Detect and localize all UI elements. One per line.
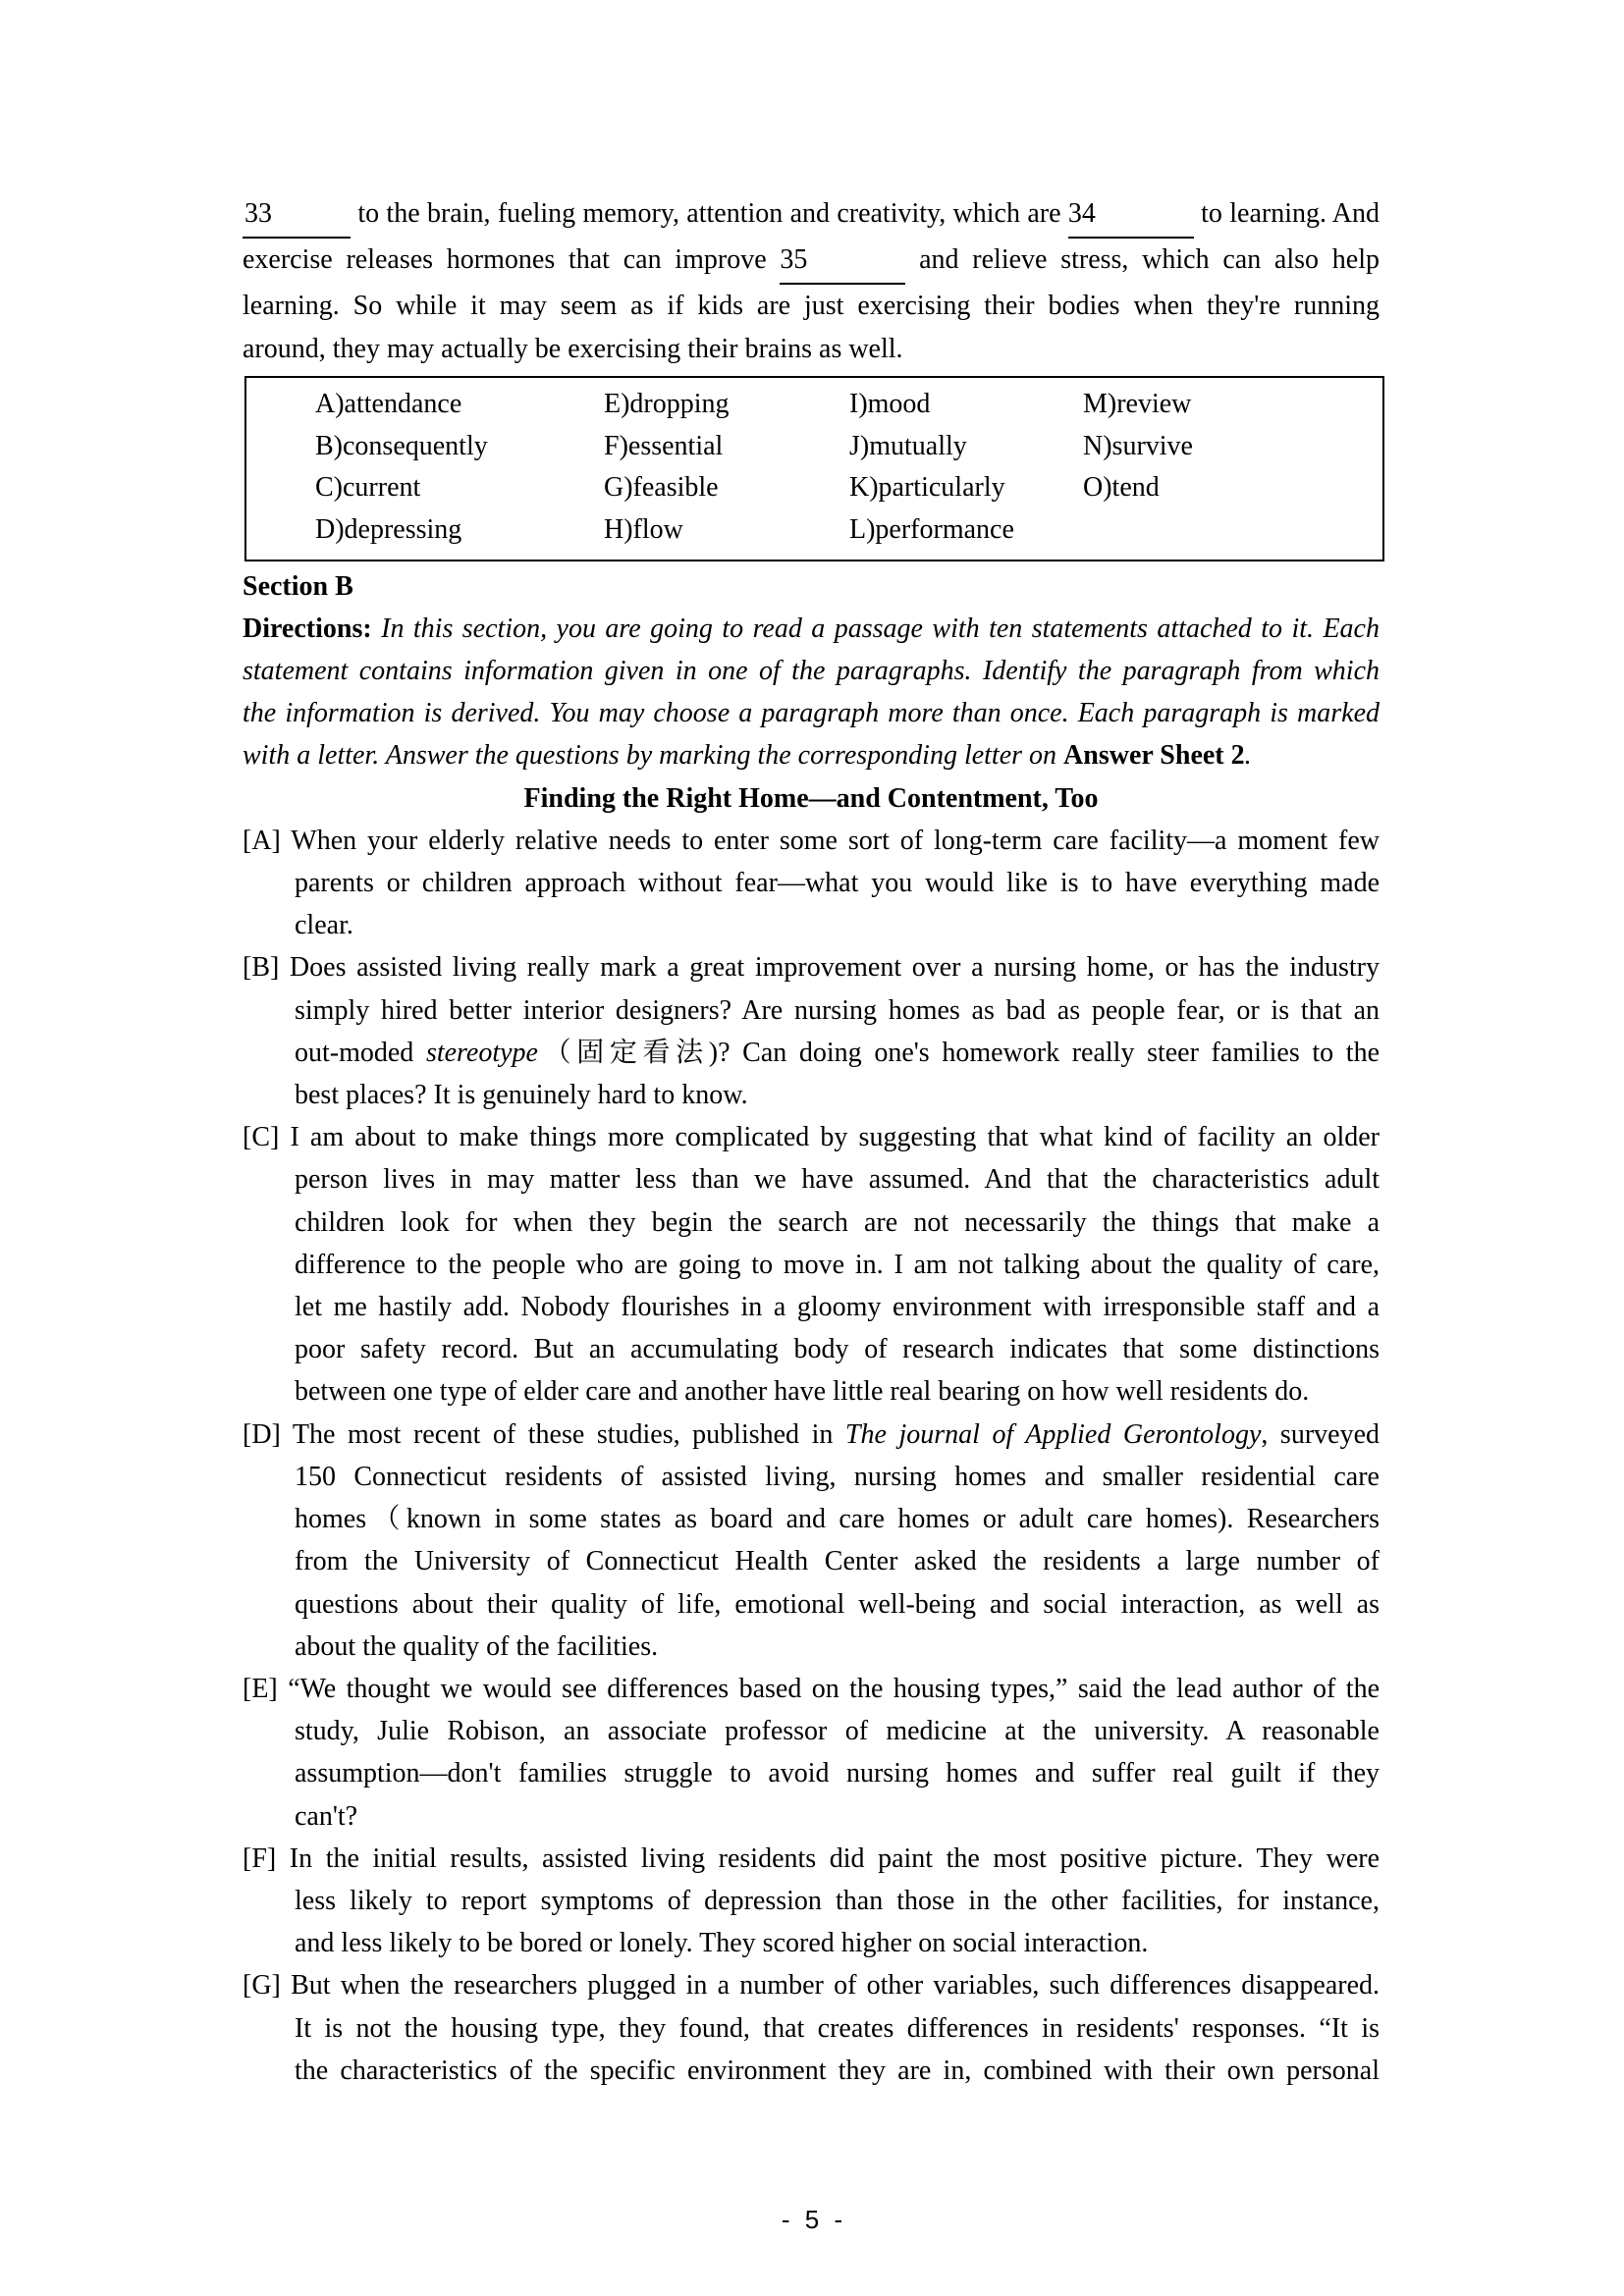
section-b-heading: Section B <box>243 570 353 602</box>
directions <box>243 608 1380 777</box>
word-option: O)tend <box>1083 472 1160 504</box>
paragraph-label: [E] <box>243 1673 278 1704</box>
word-option: D)depressing <box>315 513 462 545</box>
text-line: [B] Does assisted living really mark a great improvement over a nursing home, or has the industry <box>243 952 1380 984</box>
text-line: learning. So while it may seem as if kids are just exercising their bodies when they're running <box>243 291 1380 322</box>
text-line: with a letter. Answer the questions by marking the corresponding letter on Answer Sheet 2. <box>243 740 1252 772</box>
word-option: M)review <box>1083 388 1192 419</box>
word-option: N)survive <box>1083 430 1193 461</box>
text-line: children look for when they begin the search are not necessarily the things that make a <box>295 1206 1380 1238</box>
text-line: let me hastily add. Nobody flourishes in a gloomy environment with irresponsible staff and a <box>295 1292 1380 1323</box>
paragraph-label: [D] <box>243 1418 281 1450</box>
passage-paragraph <box>243 820 1380 947</box>
text-line: Directions: In this section, you are going to read a passage with ten statements attached to it. Each <box>243 613 1380 644</box>
paragraph-label: [B] <box>243 952 280 984</box>
word-bank-box <box>244 376 1384 561</box>
passage-paragraph <box>243 1838 1380 1965</box>
passage-paragraph <box>243 1116 1380 1413</box>
passage-paragraph <box>243 1668 1380 1838</box>
passage-paragraph <box>243 1414 1380 1668</box>
text-line: poor safety record. But an accumulating body of research indicates that some distinctions <box>295 1334 1380 1365</box>
text-line: [E] “We thought we would see differences based on the housing types,” said the lead author of the <box>243 1673 1380 1704</box>
text-line: clear. <box>295 910 353 941</box>
intro-paragraph <box>243 192 1380 370</box>
word-option: H)flow <box>604 513 683 545</box>
word-option <box>1083 509 1382 552</box>
word-option: K)particularly <box>849 472 1005 504</box>
passage-title: Finding the Right Home—and Contentment, Too <box>523 782 1099 814</box>
page-number: - 5 - <box>781 2205 843 2234</box>
word-option: J)mutually <box>849 430 967 461</box>
text-line: less likely to report symptoms of depression than those in the other facilities, for instance, <box>295 1885 1380 1916</box>
paragraph-label: [F] <box>243 1842 277 1874</box>
word-option: F)essential <box>604 430 724 461</box>
blank-35: 35 <box>780 239 905 285</box>
text-line: exercise releases hormones that can improve 35 and relieve stress, which can also help <box>243 239 1380 285</box>
text-line: around, they may actually be exercising their brains as well. <box>243 333 903 364</box>
blank-34: 34 <box>1068 192 1194 239</box>
word-option: I)mood <box>849 388 931 419</box>
word-option: A)attendance <box>315 388 462 419</box>
passage-paragraph <box>243 1964 1380 2092</box>
paragraph-label: [C] <box>243 1122 280 1153</box>
passage-paragraph <box>243 946 1380 1116</box>
text-line: study, Julie Robison, an associate professor of medicine at the university. A reasonable <box>295 1716 1380 1747</box>
text-line: difference to the people who are going to move in. I am not talking about the quality of care, <box>295 1249 1380 1280</box>
text-line: [A] When your elderly relative needs to enter some sort of long-term care facility—a moment few <box>243 825 1380 856</box>
text-line: [D] The most recent of these studies, published in The journal of Applied Gerontology, surveyed <box>243 1418 1380 1450</box>
word-bank-row <box>315 384 1382 426</box>
word-option: B)consequently <box>315 430 488 461</box>
text-line: the characteristics of the specific environment they are in, combined with their own personal <box>295 2055 1380 2086</box>
passage <box>243 820 1380 2092</box>
text-line: out-moded stereotype（固定看法)? Can doing one's homework really steer families to the <box>295 1037 1380 1068</box>
word-option: E)dropping <box>604 388 730 419</box>
paragraph-label: [G] <box>243 1970 281 2002</box>
text-column <box>243 192 1380 2092</box>
paragraph-label: [A] <box>243 825 281 856</box>
text-line: It is not the housing type, they found, that creates differences in residents' responses. “It is <box>295 2012 1380 2044</box>
text-line: [F] In the initial results, assisted living residents did paint the most positive picture. They were <box>243 1842 1380 1874</box>
text-line: 150 Connecticut residents of assisted living, nursing homes and smaller residential care <box>295 1461 1380 1492</box>
text-line: person lives in may matter less than we have assumed. And that the characteristics adult <box>295 1164 1380 1196</box>
text-line: from the University of Connecticut Health Center asked the residents a large number of <box>295 1546 1380 1577</box>
text-line: [G] But when the researchers plugged in a number of other variables, such differences disappeared. <box>243 1970 1380 2002</box>
word-option: C)current <box>315 472 421 504</box>
text-line: about the quality of the facilities. <box>295 1630 659 1662</box>
text-line: and less likely to be bored or lonely. They scored higher on social interaction. <box>295 1928 1149 1959</box>
text-line: the information is derived. You may choose a paragraph more than once. Each paragraph is marked <box>243 698 1380 729</box>
word-bank-row <box>315 509 1382 552</box>
text-line: [C] I am about to make things more complicated by suggesting that what kind of facility an older <box>243 1122 1380 1153</box>
word-option: L)performance <box>849 513 1014 545</box>
text-line: simply hired better interior designers? Are nursing homes as bad as people fear, or is that an <box>295 994 1380 1026</box>
text-line: assumption—don't families struggle to avoid nursing homes and suffer real guilt if they <box>295 1758 1380 1789</box>
word-bank-row <box>315 467 1382 509</box>
text-line: best places? It is genuinely hard to know. <box>295 1080 748 1111</box>
text-line: 33 to the brain, fueling memory, attention and creativity, which are 34 to learning. And <box>243 192 1380 239</box>
blank-33: 33 <box>243 192 351 239</box>
text-line: statement contains information given in one of the paragraphs. Identify the paragraph from which <box>243 656 1380 687</box>
text-line: questions about their quality of life, emotional well-being and social interaction, as well as <box>295 1588 1380 1620</box>
text-line: between one type of elder care and another have little real bearing on how well residents do. <box>295 1376 1310 1408</box>
text-line: can't? <box>295 1800 358 1832</box>
word-option: G)feasible <box>604 472 719 504</box>
word-bank-row <box>315 426 1382 468</box>
text-line: parents or children approach without fear—what you would like is to have everything made <box>295 868 1380 899</box>
text-line: homes（known in some states as board and care homes or adult care homes). Researchers <box>295 1504 1380 1535</box>
